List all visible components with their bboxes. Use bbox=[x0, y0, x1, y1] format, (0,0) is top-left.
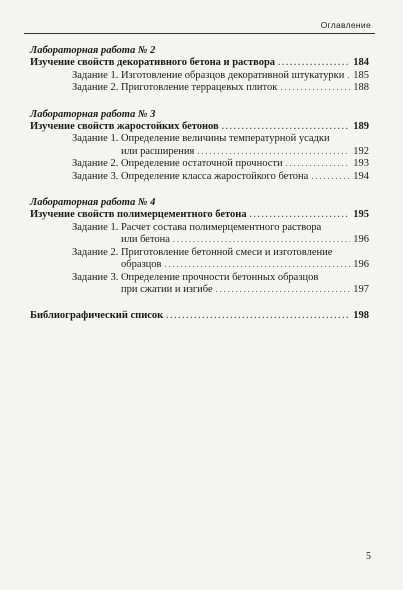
dot-leader bbox=[166, 310, 350, 323]
entry-text: Задание 2. Приготовление террацевых плиток bbox=[72, 82, 278, 93]
entry-page: 193 bbox=[353, 158, 369, 169]
dot-leader bbox=[197, 146, 350, 159]
dot-leader bbox=[347, 70, 350, 83]
toc-entry-task[interactable] bbox=[30, 82, 369, 95]
toc-entry-task-line1[interactable] bbox=[30, 247, 369, 260]
toc-entry-task-line2[interactable] bbox=[30, 259, 369, 272]
entry-page: 198 bbox=[353, 309, 369, 321]
entry-page: 194 bbox=[353, 170, 369, 182]
lab-title: Лабораторная работа № 2 bbox=[30, 45, 156, 56]
table-of-contents bbox=[30, 44, 369, 322]
toc-entry-task-line1[interactable] bbox=[30, 222, 369, 235]
dot-leader bbox=[286, 158, 350, 171]
entry-text: Задание 2. Приготовление бетонной смеси и изготовление bbox=[72, 246, 333, 258]
toc-entry-task-line1[interactable] bbox=[30, 272, 369, 285]
toc-entry-task-line2[interactable] bbox=[30, 284, 369, 297]
entry-text: Задание 3. Определение класса жаростойкого бетона bbox=[72, 170, 309, 182]
toc-section-lab-4 bbox=[30, 196, 369, 297]
toc-section-lab-3 bbox=[30, 108, 369, 184]
toc-entry-topic[interactable] bbox=[30, 57, 369, 70]
entry-page: 189 bbox=[353, 120, 369, 132]
lab-title: Лабораторная работа № 4 bbox=[30, 197, 156, 208]
dot-leader bbox=[280, 82, 350, 95]
running-header: Оглавление bbox=[320, 20, 371, 30]
entry-page: 188 bbox=[353, 82, 369, 93]
dot-leader bbox=[250, 209, 350, 222]
entry-page: 195 bbox=[353, 209, 369, 220]
toc-entry-task-line2[interactable] bbox=[30, 234, 369, 247]
page-number: 5 bbox=[366, 551, 371, 562]
dot-leader bbox=[278, 57, 350, 70]
entry-text: Задание 2. Определение остаточной прочности bbox=[72, 158, 283, 169]
toc-entry-topic[interactable] bbox=[30, 209, 369, 222]
toc-entry-topic[interactable] bbox=[30, 121, 369, 134]
entry-text: Библиографический список bbox=[30, 309, 164, 321]
entry-page: 196 bbox=[353, 234, 369, 245]
entry-text: Задание 1. Определение величины температурной усадки bbox=[72, 133, 330, 144]
dot-leader bbox=[164, 259, 350, 272]
entry-text: Задание 1. Изготовление образцов декоративной штукатурки bbox=[72, 69, 345, 81]
dot-leader bbox=[311, 171, 350, 184]
dot-leader bbox=[222, 121, 350, 134]
toc-section-lab-2 bbox=[30, 44, 369, 95]
entry-page: 196 bbox=[353, 259, 369, 270]
entry-text: Изучение свойств жаростойких бетонов bbox=[30, 120, 219, 132]
entry-page: 185 bbox=[353, 69, 369, 81]
entry-page: 192 bbox=[353, 145, 369, 157]
entry-text: Задание 3. Определение прочности бетонных образцов bbox=[72, 271, 319, 283]
lab-title: Лабораторная работа № 3 bbox=[30, 108, 156, 120]
toc-entry-task-line1[interactable] bbox=[30, 133, 369, 146]
toc-entry-task[interactable] bbox=[30, 70, 369, 83]
entry-page: 184 bbox=[353, 57, 369, 68]
dot-leader bbox=[173, 234, 350, 247]
entry-text: Задание 1. Расчет состава полимерцементного раствора bbox=[72, 221, 322, 233]
entry-page: 197 bbox=[353, 284, 369, 295]
entry-text: или расширения bbox=[121, 145, 195, 157]
entry-text: Изучение свойств полимерцементного бетона bbox=[30, 209, 247, 220]
entry-text: при сжатии и изгибе bbox=[121, 284, 213, 295]
toc-entry-task-line2[interactable] bbox=[30, 146, 369, 159]
entry-text: Изучение свойств декоративного бетона и раствора bbox=[30, 57, 276, 68]
toc-entry-task[interactable] bbox=[30, 158, 369, 171]
entry-text: или бетона bbox=[121, 234, 170, 245]
entry-text: образцов bbox=[121, 259, 162, 270]
toc-entry-task[interactable] bbox=[30, 171, 369, 184]
dot-leader bbox=[216, 284, 350, 297]
toc-entry-bibliography[interactable] bbox=[30, 310, 369, 323]
header-rule bbox=[24, 33, 375, 34]
